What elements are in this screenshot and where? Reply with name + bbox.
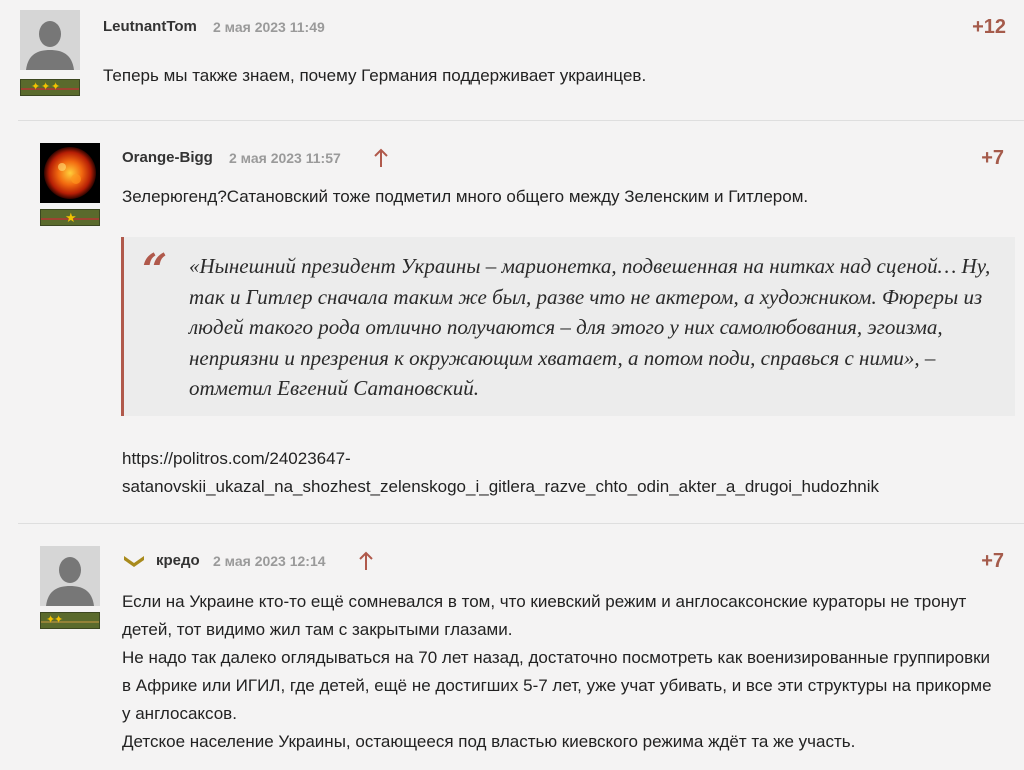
rank-star-icon: ✦ [54,614,64,626]
comment-paragraph: Не надо так далеко оглядываться на 70 лет назад, достаточно посмотреть как военизированные группировки в Африке или ИГИЛ, где детей, ещё не достигших 5-7 лет, уже учат убивать, и все эти структуры на прикорме у англосаксов. [122,648,992,723]
comment-score: +12 [972,16,1006,38]
rank-star-icon: ★ [65,210,77,225]
comment-date[interactable]: 2 мая 2023 11:49 [213,19,325,35]
comment-text: Зелерюгенд?Сатановский тоже подметил много общего между Зеленским и Гитлером. [122,187,809,206]
default-avatar-icon [40,546,100,606]
rank-star-icon: ✦ [31,81,41,93]
comment-date[interactable]: 2 мая 2023 12:14 [213,553,326,569]
rank-badge [40,209,100,226]
author-name[interactable]: Orange-Bigg [122,149,213,166]
user-avatar[interactable] [40,546,100,606]
quote-mark-icon: “ [142,245,168,296]
sun-avatar-icon [40,143,100,203]
author-name[interactable]: кредо [156,552,200,569]
rank-badge [20,79,80,96]
rank-star-icon: ✦ [51,81,61,93]
reply-up-arrow-icon[interactable] [359,551,373,571]
user-avatar[interactable] [20,10,80,70]
rank-star-icon: ✦ [41,81,51,93]
quote-text: «Нынешний президент Украины – марионетка, подвешенная на нитках над сценой… Ну, так и Гитлер сначала таким же был, разве что не актером, а художником. Фюреры из людей такого рода отлично получаются – для этого у них самолюбования, эгоизма, неприязни и презрения к окружающим хватает, а потом поди, справься с ними», – отметил Евгений Сатановский. [189,254,991,400]
user-avatar[interactable] [40,143,100,203]
source-link-line-2[interactable]: satanovskii_ukazal_na_shozhest_zelenskogo_i_gitlera_razve_chto_odin_akter_a_drugoi_hudozhnik [122,477,880,496]
author-name[interactable]: LeutnantTom [103,18,197,35]
rank-star-icon: ✦ [46,614,56,626]
reply-up-arrow-icon[interactable] [374,148,388,168]
comment-3 [0,524,1024,770]
comment-score: +7 [981,550,1004,572]
source-link[interactable] [122,445,1002,501]
default-avatar-icon [20,10,80,70]
blockquote [121,237,1015,416]
comment-score: +7 [981,147,1004,169]
comment-2 [0,121,1024,523]
comment-text: Теперь мы также знаем, почему Германия поддерживает украинцев. [103,66,647,85]
comment-paragraph: Детское население Украины, остающееся под властью киевского режима ждёт та же участь. [122,732,856,751]
chevron-badge-icon [123,554,145,568]
comment-1 [0,0,1024,120]
rank-badge [40,612,100,629]
comment-paragraph: Если на Украине кто-то ещё сомневался в том, что киевский режим и англосаксонские кураторы не тронут детей, тот видимо жил там с закрытыми глазами. [122,592,967,639]
comment-date[interactable]: 2 мая 2023 11:57 [229,150,341,166]
source-link-line-1[interactable]: https://politros.com/24023647- [122,449,351,468]
